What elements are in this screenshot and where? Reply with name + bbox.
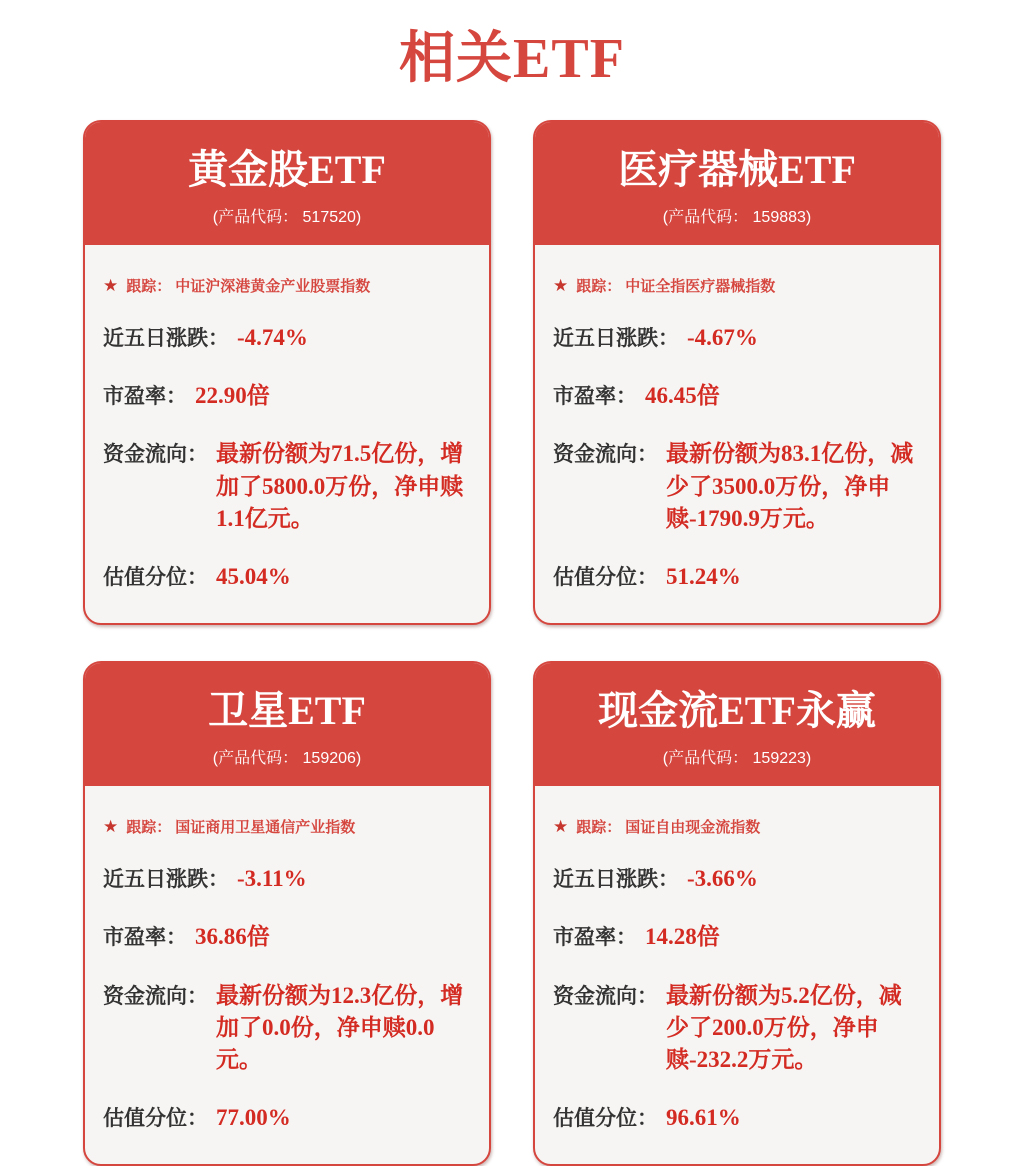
pe-ratio-value: 22.90倍 bbox=[195, 383, 270, 409]
five-day-change-value: -4.74% bbox=[237, 325, 308, 350]
track-label: 跟踪： bbox=[126, 819, 172, 837]
etf-name: 医疗器械ETF bbox=[618, 147, 856, 192]
star-icon: ★ bbox=[103, 276, 119, 295]
fund-flow-value: 最新份额为83.1亿份，减少了3500.0万份，净申赎-1790.9万元。 bbox=[666, 441, 914, 531]
etf-card-gold-stock bbox=[83, 120, 491, 625]
track-index: 国证商用卫星通信产业指数 bbox=[175, 819, 356, 837]
pe-ratio-label: 市盈率： bbox=[553, 926, 637, 950]
etf-card-cash-flow bbox=[533, 661, 941, 1166]
pe-ratio-row bbox=[103, 921, 469, 953]
valuation-value: 51.24% bbox=[666, 563, 741, 589]
track-index: 中证沪深港黄金产业股票指数 bbox=[175, 278, 371, 295]
valuation-label: 估值分位： bbox=[553, 1107, 658, 1131]
valuation-row bbox=[553, 561, 919, 593]
fund-flow-label: 资金流向： bbox=[553, 984, 658, 1008]
card-body bbox=[85, 786, 489, 1164]
valuation-label: 估值分位： bbox=[553, 565, 658, 589]
valuation-row bbox=[553, 1102, 919, 1134]
pe-ratio-label: 市盈率： bbox=[553, 385, 637, 409]
fund-flow-label: 资金流向： bbox=[103, 984, 208, 1008]
track-label: 跟踪： bbox=[126, 278, 172, 295]
card-header bbox=[85, 663, 489, 786]
five-day-change-label: 近五日涨跌： bbox=[103, 327, 229, 350]
fund-flow-value: 最新份额为5.2亿份，减少了200.0万份，净申赎-232.2万元。 bbox=[666, 982, 902, 1072]
five-day-change-label: 近五日涨跌： bbox=[553, 868, 679, 892]
track-row bbox=[553, 816, 919, 837]
pe-ratio-value: 14.28倍 bbox=[645, 924, 720, 950]
track-label: 跟踪： bbox=[576, 278, 622, 295]
valuation-row bbox=[103, 1102, 469, 1134]
pe-ratio-row bbox=[553, 921, 919, 953]
track-label: 跟踪： bbox=[576, 819, 622, 837]
five-day-change-value: -3.11% bbox=[237, 866, 307, 892]
star-icon: ★ bbox=[103, 817, 119, 837]
five-day-change-label: 近五日涨跌： bbox=[553, 327, 679, 350]
card-body bbox=[535, 245, 939, 623]
etf-product-code: (产品代码： 159883) bbox=[662, 209, 812, 226]
track-row bbox=[103, 275, 469, 296]
pe-ratio-value: 36.86倍 bbox=[195, 924, 270, 950]
five-day-change-row bbox=[553, 863, 919, 895]
pe-ratio-label: 市盈率： bbox=[103, 926, 187, 950]
star-icon: ★ bbox=[553, 817, 569, 837]
pe-ratio-label: 市盈率： bbox=[103, 385, 187, 409]
valuation-value: 45.04% bbox=[216, 563, 291, 589]
etf-name: 卫星ETF bbox=[208, 688, 366, 734]
etf-card-satellite bbox=[83, 661, 491, 1166]
etf-card-medical-device bbox=[533, 120, 941, 625]
valuation-value: 96.61% bbox=[666, 1105, 741, 1131]
etf-card-grid bbox=[0, 120, 1024, 1166]
five-day-change-value: -4.67% bbox=[687, 325, 758, 350]
five-day-change-row bbox=[103, 322, 469, 354]
card-body bbox=[85, 245, 489, 623]
five-day-change-value: -3.66% bbox=[687, 866, 758, 892]
fund-flow-value: 最新份额为12.3亿份，增加了0.0份，净申赎0.0元。 bbox=[216, 982, 464, 1072]
valuation-label: 估值分位： bbox=[103, 565, 208, 589]
fund-flow-row bbox=[553, 438, 919, 535]
card-body bbox=[535, 786, 939, 1164]
etf-product-code: (产品代码： 159223) bbox=[662, 750, 812, 768]
valuation-row bbox=[103, 561, 469, 593]
track-index: 国证自由现金流指数 bbox=[625, 819, 761, 837]
card-header bbox=[535, 122, 939, 245]
fund-flow-row bbox=[103, 980, 469, 1077]
etf-name: 黄金股ETF bbox=[188, 147, 386, 192]
fund-flow-label: 资金流向： bbox=[553, 443, 658, 467]
etf-product-code: (产品代码： 517520) bbox=[212, 209, 362, 226]
fund-flow-value: 最新份额为71.5亿份，增加了5800.0万份，净申赎1.1亿元。 bbox=[216, 441, 464, 531]
pe-ratio-row bbox=[553, 380, 919, 412]
valuation-label: 估值分位： bbox=[103, 1107, 208, 1131]
card-header bbox=[85, 122, 489, 245]
fund-flow-row bbox=[553, 980, 919, 1077]
card-header bbox=[535, 663, 939, 786]
fund-flow-row bbox=[103, 438, 469, 535]
track-row bbox=[103, 816, 469, 837]
five-day-change-row bbox=[553, 322, 919, 354]
track-row bbox=[553, 275, 919, 296]
pe-ratio-value: 46.45倍 bbox=[645, 383, 720, 409]
five-day-change-label: 近五日涨跌： bbox=[103, 868, 229, 892]
valuation-value: 77.00% bbox=[216, 1105, 291, 1131]
five-day-change-row bbox=[103, 863, 469, 895]
pe-ratio-row bbox=[103, 380, 469, 412]
fund-flow-label: 资金流向： bbox=[103, 443, 208, 467]
page-title: 相关ETF bbox=[399, 28, 625, 90]
etf-product-code: (产品代码： 159206) bbox=[212, 750, 362, 768]
etf-name: 现金流ETF永赢 bbox=[598, 688, 876, 734]
star-icon: ★ bbox=[553, 276, 569, 295]
track-index: 中证全指医疗器械指数 bbox=[625, 278, 776, 295]
